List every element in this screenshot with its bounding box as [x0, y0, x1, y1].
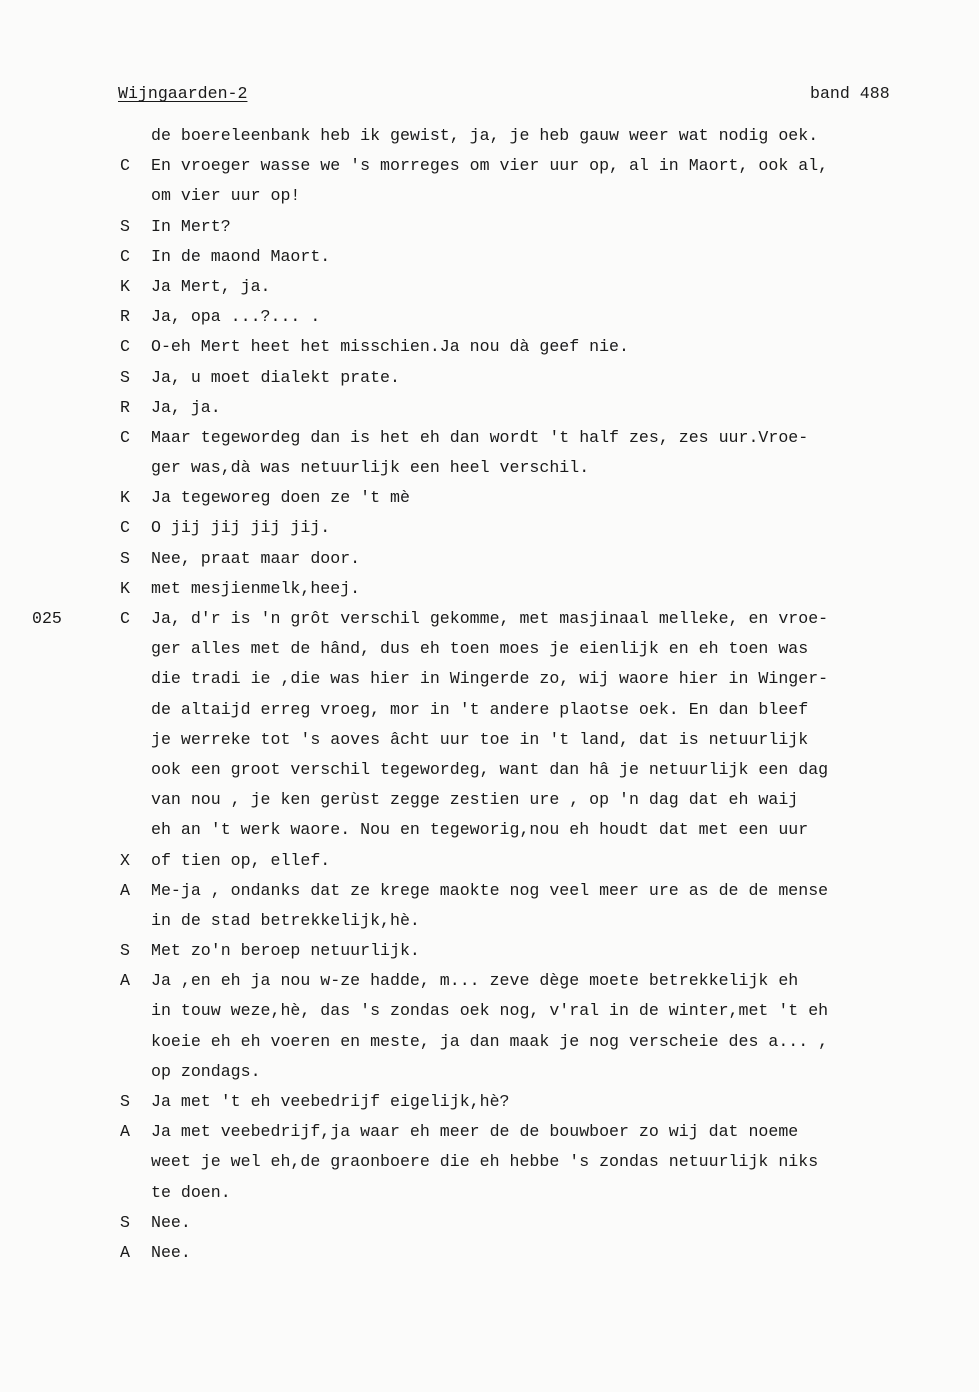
dialogue-entry — [0, 272, 979, 302]
speaker-label: C — [120, 337, 130, 357]
utterance-text — [151, 1208, 887, 1238]
text-line: Ja, opa ...?... . — [151, 307, 321, 327]
dialogue-entry — [0, 936, 979, 966]
speaker-label: A — [120, 1122, 130, 1142]
text-line: Ja, u moet dialekt prate. — [151, 367, 400, 387]
text-line: Ja tegeworeg doen ze 't mè — [151, 488, 410, 508]
utterance-text — [151, 513, 887, 543]
dialogue-entry — [0, 423, 979, 483]
text-line: Ja met veebedrijf,ja waar eh meer de de bouwboer zo wij dat noeme — [151, 1122, 799, 1142]
dialogue-entry — [0, 393, 979, 423]
text-line: Ja Mert, ja. — [151, 276, 271, 296]
text-line: Ja ,en eh ja nou w-ze hadde, m... zeve dège moete betrekkelijk eh — [151, 971, 799, 991]
text-line: van nou , je ken gerùst zegge zestien ure , op 'n dag dat eh waij — [151, 790, 799, 810]
utterance-text — [151, 332, 887, 362]
text-line: Ja, d'r is 'n grôt verschil gekomme, met masjinaal melleke, en vroe- — [151, 609, 829, 628]
speaker-label: A — [120, 1242, 130, 1262]
text-line: En vroeger wasse we 's morreges om vier uur op, al in Maort, ook al, — [151, 156, 829, 176]
text-line: Ja met 't eh veebedrijf eigelijk,hè? — [151, 1092, 510, 1111]
transcript-body — [0, 121, 979, 1268]
speaker-label: A — [120, 971, 130, 991]
text-line: in touw weze,hè, das 's zondas oek nog, v'ral in de winter,met 't eh — [151, 1001, 829, 1021]
utterance-text — [151, 966, 887, 1087]
text-line: ook een groot verschil tegewordeg, want dan hâ je netuurlijk een dag — [151, 759, 829, 779]
dialogue-entry — [0, 1087, 979, 1117]
speaker-label: K — [120, 488, 130, 508]
tape-number: band 488 — [810, 84, 890, 103]
dialogue-entry — [0, 151, 979, 211]
text-line: op zondags. — [151, 1061, 261, 1081]
speaker-label: S — [120, 1092, 130, 1111]
dialogue-entry — [0, 574, 979, 604]
dialogue-entry — [0, 332, 979, 362]
text-line: de altaijd erreg vroeg, mor in 't andere plaotse oek. En dan bleef — [151, 699, 809, 719]
text-line: koeie eh eh voeren en meste, ja dan maak je nog verscheie des a... , — [151, 1031, 829, 1051]
dialogue-entry — [0, 1117, 979, 1208]
utterance-text — [151, 393, 887, 423]
dialogue-entry — [0, 363, 979, 393]
utterance-text — [151, 1087, 887, 1117]
utterance-text — [151, 272, 887, 302]
dialogue-entry — [0, 483, 979, 513]
speaker-label: C — [120, 427, 130, 447]
text-line: O jij jij jij jij. — [151, 518, 331, 538]
dialogue-entry — [0, 302, 979, 332]
utterance-text — [151, 1238, 887, 1268]
utterance-text — [151, 604, 887, 846]
utterance-text — [151, 121, 887, 151]
dialogue-entry — [0, 544, 979, 574]
speaker-label: S — [120, 1212, 130, 1232]
dialogue-entry — [0, 242, 979, 272]
text-line: Met zo'n beroep netuurlijk. — [151, 941, 420, 961]
text-line: Ja, ja. — [151, 397, 221, 417]
speaker-label: R — [120, 397, 130, 417]
text-line: om vier uur op! — [151, 186, 301, 206]
speaker-label: S — [120, 216, 130, 236]
utterance-text — [151, 151, 887, 211]
text-line: te doen. — [151, 1182, 231, 1202]
dialogue-entry — [0, 1238, 979, 1268]
text-line: ger alles met de hând, dus eh toen moes je eienlijk en eh toen was — [151, 639, 809, 659]
speaker-label: S — [120, 367, 130, 387]
dialogue-entry — [0, 846, 979, 876]
speaker-label: C — [120, 156, 130, 176]
utterance-text — [151, 242, 887, 272]
text-line: ger was,dà was netuurlijk een heel verschil. — [151, 458, 590, 478]
speaker-label: R — [120, 307, 130, 327]
dialogue-entry — [0, 1208, 979, 1238]
text-line: Nee, praat maar door. — [151, 548, 361, 568]
text-line: je werreke tot 's aoves âcht uur toe in 't land, dat is netuurlijk — [151, 729, 809, 749]
speaker-label: A — [120, 880, 130, 900]
speaker-label: X — [120, 850, 130, 870]
text-line: met mesjienmelk,heej. — [151, 578, 361, 598]
dialogue-entry — [0, 513, 979, 543]
utterance-text — [151, 212, 887, 242]
speaker-label: C — [120, 609, 130, 628]
speaker-label: C — [120, 246, 130, 266]
text-line: in de stad betrekkelijk,hè. — [151, 910, 420, 930]
text-line: In de maond Maort. — [151, 246, 331, 266]
dialogue-entry — [0, 121, 979, 151]
text-line: of tien op, ellef. — [151, 850, 331, 870]
text-line: eh an 't werk waore. Nou en tegeworig,nou eh houdt dat met een uur — [151, 820, 809, 840]
utterance-text — [151, 423, 887, 483]
utterance-text — [151, 363, 887, 393]
utterance-text — [151, 544, 887, 574]
speaker-label: K — [120, 276, 130, 296]
utterance-text — [151, 1117, 887, 1208]
speaker-label: S — [120, 941, 130, 961]
utterance-text — [151, 876, 887, 936]
counter-number: 025 — [32, 609, 62, 628]
text-line: Me-ja , ondanks dat ze krege maokte nog veel meer ure as de de mense — [151, 880, 829, 900]
text-line: die tradi ie ,die was hier in Wingerde zo, wij waore hier in Winger- — [151, 669, 829, 689]
utterance-text — [151, 846, 887, 876]
text-line: O-eh Mert heet het misschien.Ja nou dà geef nie. — [151, 337, 629, 357]
dialogue-entry — [0, 212, 979, 242]
text-line: weet je wel eh,de graonboere die eh hebbe 's zondas netuurlijk niks — [151, 1152, 819, 1172]
document-title: Wijngaarden-2 — [118, 84, 248, 103]
speaker-label: K — [120, 578, 130, 598]
dialogue-entry — [0, 966, 979, 1087]
utterance-text — [151, 574, 887, 604]
dialogue-entry — [0, 604, 979, 846]
text-line: Nee. — [151, 1242, 191, 1262]
dialogue-entry — [0, 876, 979, 936]
text-line: de boereleenbank heb ik gewist, ja, je heb gauw weer wat nodig oek. — [151, 126, 819, 145]
text-line: Maar tegewordeg dan is het eh dan wordt 't half zes, zes uur.Vroe- — [151, 427, 809, 447]
utterance-text — [151, 302, 887, 332]
utterance-text — [151, 936, 887, 966]
text-line: In Mert? — [151, 216, 231, 236]
text-line: Nee. — [151, 1212, 191, 1232]
speaker-label: S — [120, 548, 130, 568]
utterance-text — [151, 483, 887, 513]
speaker-label: C — [120, 518, 130, 538]
